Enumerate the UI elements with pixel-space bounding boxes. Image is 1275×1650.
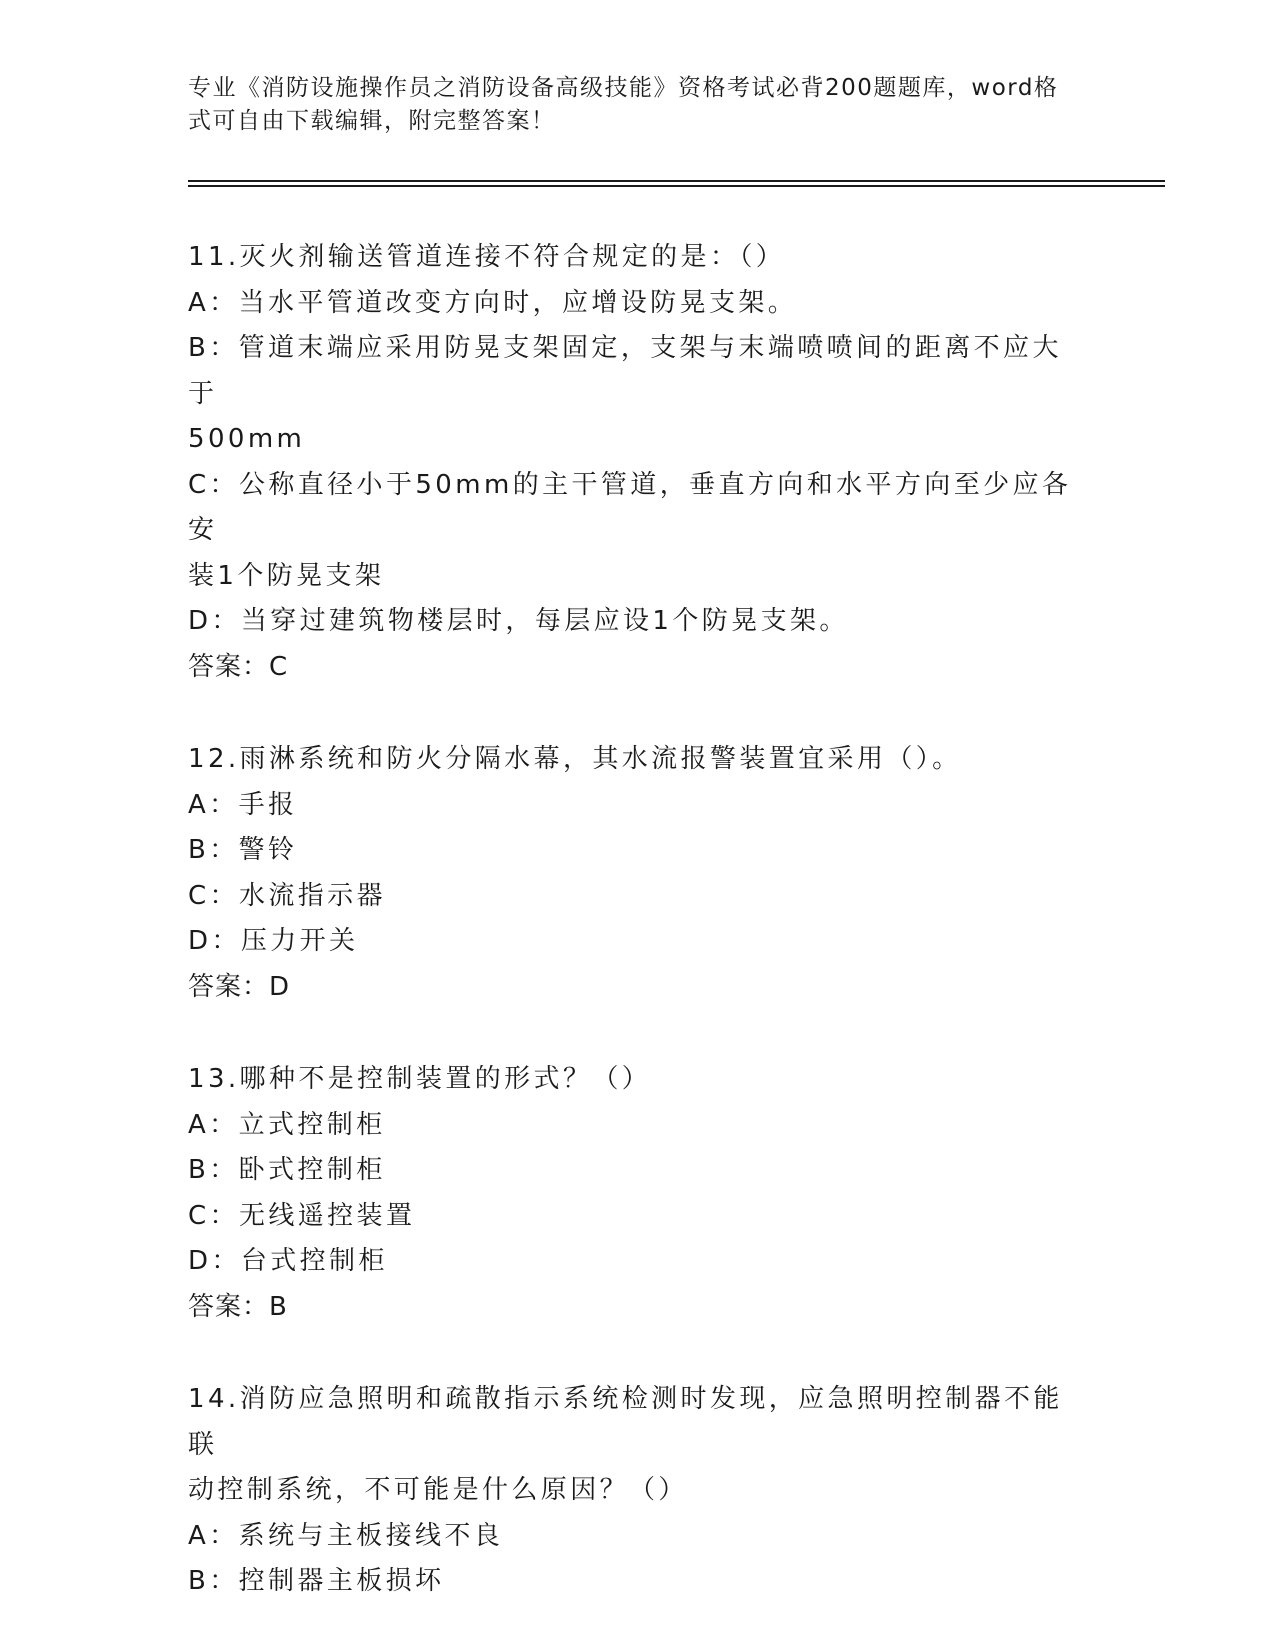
option-line: 500mm (188, 424, 306, 454)
question-spacer (188, 690, 1088, 737)
question-stem: 13.哪种不是控制装置的形式？（） (188, 1064, 652, 1094)
option-line: D：台式控制柜 (188, 1246, 388, 1276)
option-line: A：系统与主板接线不良 (188, 1520, 504, 1551)
question-spacer (188, 1330, 1088, 1377)
answer-line: 答案：C (188, 651, 289, 682)
answer-line: 答案：B (188, 1291, 288, 1322)
question-stem: 14.消防应急照明和疏散指示系统检测时发现，应急照明控制器不能联 (188, 1384, 1063, 1460)
question-stem: 11.灭火剂输送管道连接不符合规定的是：（） (188, 242, 786, 272)
question-spacer (188, 1010, 1088, 1057)
header-line-2: 式可自由下载编辑，附完整答案！ (188, 108, 556, 134)
document-header (188, 72, 1078, 138)
question-block (188, 1377, 1088, 1605)
option-line: B：警铃 (188, 835, 298, 865)
option-line: D：当穿过建筑物楼层时，每层应设1个防晃支架。 (188, 606, 849, 636)
option-line: B：卧式控制柜 (188, 1155, 386, 1185)
question-stem: 动控制系统，不可能是什么原因？（） (188, 1475, 688, 1505)
header-divider-top (188, 180, 1165, 182)
question-block (188, 737, 1088, 1010)
question-list (188, 235, 1088, 1605)
option-line: C：无线遥控装置 (188, 1200, 416, 1231)
option-line: D：压力开关 (188, 926, 359, 956)
answer-line: 答案：D (188, 971, 291, 1002)
option-line: B：管道末端应采用防晃支架固定，支架与末端喷喷间的距离不应大于 (188, 333, 1062, 409)
option-line: A：手报 (188, 789, 298, 820)
option-line: A：当水平管道改变方向时，应增设防晃支架。 (188, 287, 798, 318)
option-line: 装1个防晃支架 (188, 560, 385, 591)
option-line: A：立式控制柜 (188, 1109, 386, 1140)
option-line: B：控制器主板损坏 (188, 1566, 445, 1596)
header-divider-bottom (188, 185, 1165, 187)
option-line: C：水流指示器 (188, 880, 386, 911)
question-block (188, 235, 1088, 690)
header-line-1: 专业《消防设施操作员之消防设备高级技能》资格考试必背200题题库，word格 (188, 75, 1059, 101)
question-block (188, 1057, 1088, 1330)
question-stem: 12.雨淋系统和防火分隔水幕，其水流报警装置宜采用（）。 (188, 744, 962, 774)
option-line: C：公称直径小于50mm的主干管道，垂直方向和水平方向至少应各安 (188, 469, 1072, 545)
